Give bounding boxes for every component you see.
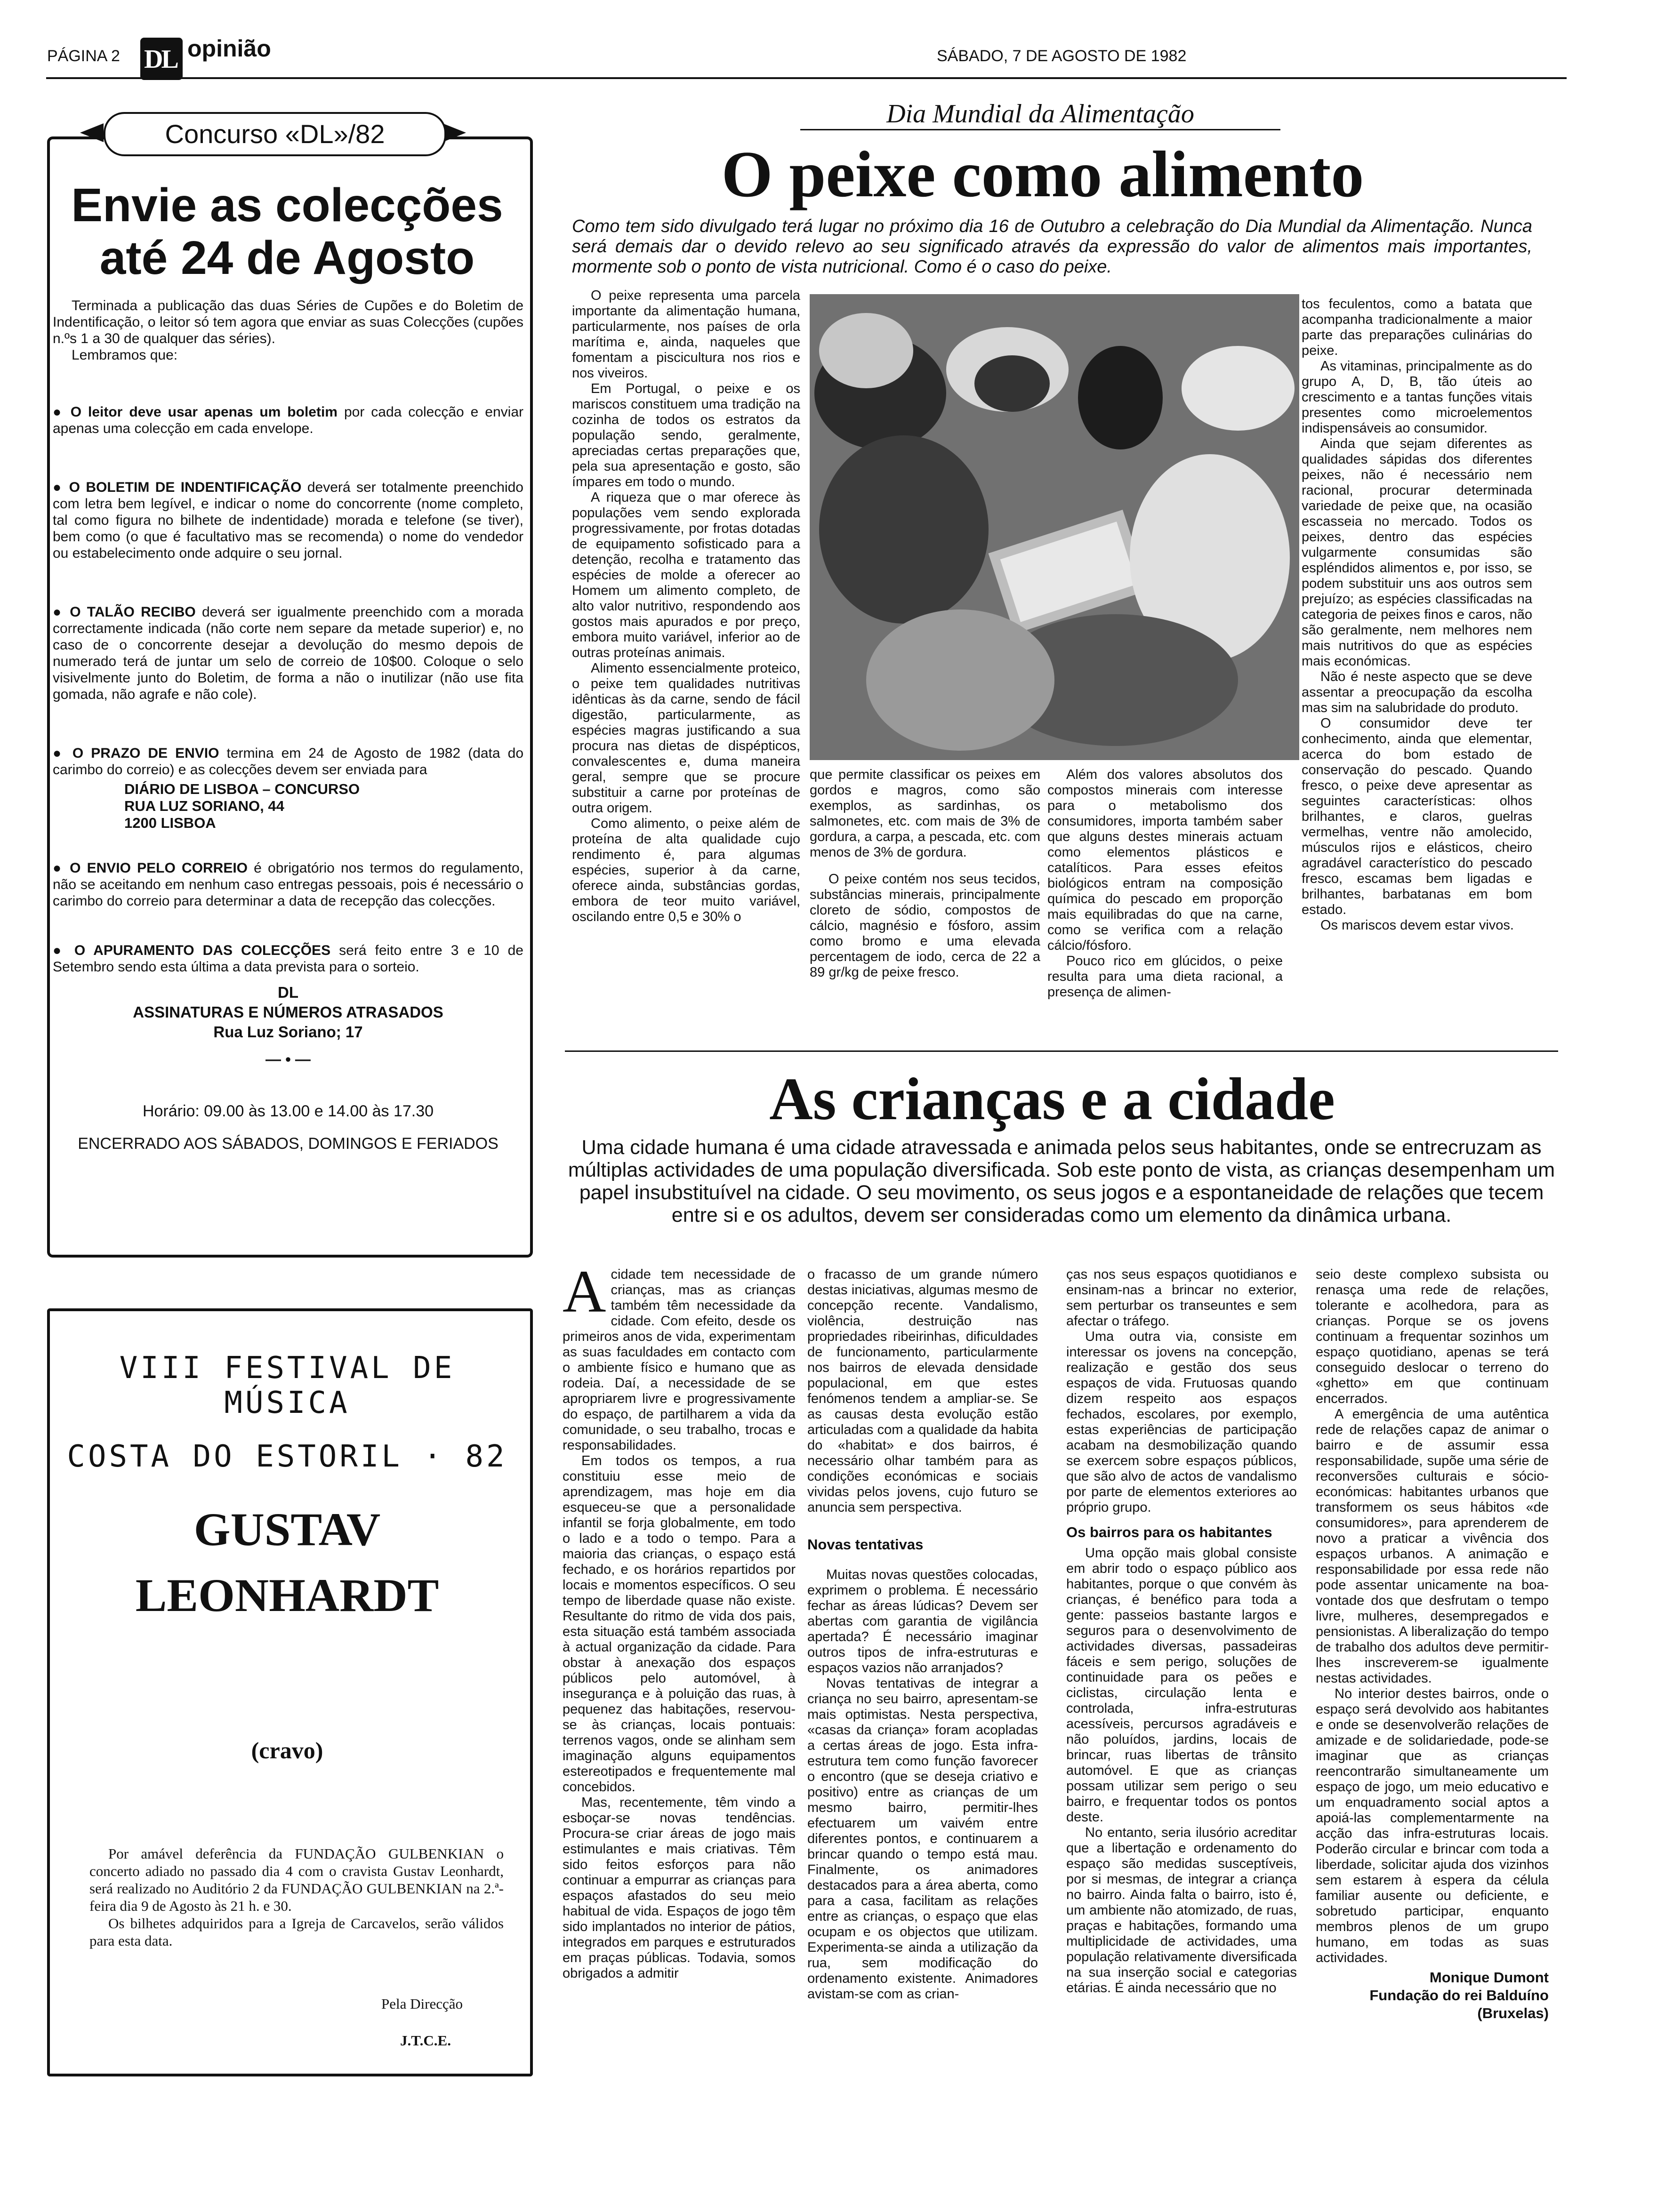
concurso-bullet-2-text: deverá ser totalmente preenchido com letra bem legível, e indicar o nome do concorrente (nome completo, tal como figura no bilhete de indentidade) morada e telefone (se tiver), bem como (o que é facultativo mas se recomenda) o nome do vendedor ou estabelecimento onde adquire o seu jornal. [53,480,523,561]
peixe-column-1 [572,288,800,925]
concurso-bullet-5-text: é obrigatório nos termos do regulamento, não se aceitando em nenhum caso entregas pessoais, pois é necessário o carimbo do correio para determinar a data de recepção das colecções. [53,860,523,909]
concurso-dl: DL [278,984,298,1001]
criancas-c4-p2: A emergência de uma autêntica rede de relações capaz de animar o bairro e de assumir essa responsabilidade, supõe uma série de reconversões culturais e sócio-económicas: habitantes urbanos que transformem os seus hábitos «de consumidores», para aprenderem de novo a praticar a vivência dos espaços urbanos. A animação e responsabilidade por essa rede não pode assentar unicamente na boa-vontade dos que desfrutam o tempo livre, mulheres, desempregados e pensionistas. A liberalização do tempo de trabalho dos adultos deve permitir-lhes inscreverem-se igualmente nestas actividades. [1316,1407,1549,1686]
peixe-c1-p4: Alimento essencialmente proteico, o peixe tem qualidades nutritivas idênticas às da carne, sendo de fácil digestão, particularmente, as espécies magras justificando a sua procura nas dietas de dispépticos, convalescentes e, duma maneira geral, sempre que se procure substituir a carne por proteínas de outra origem. [572,661,800,816]
peixe-column-3 [1047,767,1283,1000]
peixe-c4-p6: Os mariscos devem estar vivos. [1320,918,1514,933]
concurso-rua: Rua Luz Soriano; 17 [213,1023,363,1041]
peixe-lead: Como tem sido divulgado terá lugar no próximo dia 16 de Outubro a celebração do Dia Mundial da Alimentação. Nunca será demais dar o devido relevo ao seu significado através da expressão do valor de alimentos mais importantes, mormente sob o ponto de vista nutricional. Como é o caso do peixe. [572,216,1532,277]
concurso-bullet-4-text: termina em 24 de Agosto de 1982 (data do carimbo do correio) e as colecções devem ser enviada para [53,745,524,777]
concurso-bullet-2: ● O BOLETIM DE INDENTIFICAÇÃO deverá ser totalmente preenchido com letra bem legível, e indicar o nome do concorrente (nome completo, tal como figura no bilhete de indentidade) morada e telefone (se tiver), bem como (o que é facultativo mas se recomenda) o nome do vendedor ou estabelecimento onde adquire o seu jornal. [53,480,523,561]
concurso-bullet-3-text: deverá ser igualmente preenchido com a morada correctamente indicada (não corte nem separe da metade superior) e, no caso de o concorrente desejar a devolução do mesmo depois de numerado terá de juntar um selo de correio de 10$00. Coloque o selo visivelmente junto do Boletim, de forma a não o inutilizar (não use fita gomada, não agrafe e não cole). [53,604,523,702]
criancas-c2-p3: Novas tentativas de integrar a criança no seu bairro, apresentam-se mais optimistas. Nesta perspectiva, «casas da criança» foram acopladas a certas áreas de jogo. Esta infra-estrutura tem como função favorecer o encontro (que se deseja criativo e positivo) entre as crianças de um mesmo bairro, permitir-lhes efectuarem um vaivém entre diferentes pontos, e continuarem a brincar quando o tempo está mau. Finalmente, os animadores destacados para a área aberta, como para a casa, facilitam as relações entre as crianças, o espaço que elas ocupam e os objectos que utilizam. Experimenta-se ainda a utilização da rua, sem modificação do ordenamento existente. Animadores avistam-se com as crian- [807,1676,1038,2002]
festival-artist-line1: GUSTAV [193,1503,381,1555]
festival-signature-1: Pela Direcção [381,1996,463,2012]
concurso-intro: Terminada a publicação das duas Séries de Cupões e do Boletim de Indentificação, o leitor só tem agora que enviar as suas Colecções (cupões n.ºs 1 a 30 de qualquer das séries). [53,298,523,346]
concurso-address-line3: 1200 LISBOA [124,815,216,831]
concurso-separator: — • — [265,1050,311,1068]
festival-signature-2: J.T.C.E. [400,2032,451,2049]
peixe-kicker: Dia Mundial da Alimentação [800,99,1280,130]
concurso-bullet-6-lead: O APURAMENTO DAS COLECÇÕES [74,943,331,958]
criancas-subhead-bairros: Os bairros para os habitantes [1066,1524,1272,1540]
page-number: PÁGINA 2 [47,47,120,65]
criancas-c1-p2: Em todos os tempos, a rua constituiu esse meio de aprendizagem, mas hoje em dia esqueceu-se que a personalidade infantil se forja globalmente, em todo o lado e a todo o tempo. Para a maioria das crianças, o espaço está fechado, e os horários repartidos por locais e momentos específicos. O seu tempo de liberdade quase não existe. Resultante do ritmo de vida dos pais, esta situação está também associada à actual organização da cidade. Para obstar à anexação dos espaços públicos pelo automóvel, à insegurança e à poluição das ruas, à pequenez das habitações, reservou-se às crianças, locais pontuais: terrenos vagos, onde se alinham sem imaginação alguns equipamentos estereotipados e frequentemente mal concebidos. [563,1453,796,1795]
concurso-banner [104,112,446,156]
festival-artist-line2: LEONHARDT [135,1569,439,1621]
concurso-bullet-6-text: será feito entre 3 e 10 de Setembro sendo esta última a data prevista para o sorteio. [53,943,523,975]
concurso-body [53,297,523,1153]
peixe-c1-p1: O peixe representa uma parcela importante da alimentação humana, particularmente, nos países de orla marítima e, ainda, naqueles que fomentam a piscicultura nos rios e nos viveiros. [572,288,800,381]
concurso-subscriptions [53,983,523,1069]
concurso-bullet-2-lead: O BOLETIM DE INDENTIFICAÇÃO [69,480,302,495]
festival-instrument: (cravo) [251,1737,323,1763]
concurso-title-line2: até 24 de Agosto [99,232,475,284]
peixe-column-2 [810,767,1040,980]
concurso-bullet-4: ● O PRAZO DE ENVIO termina em 24 de Agosto de 1982 (data do carimbo do correio) e as colecções devem ser enviada para [53,745,524,777]
criancas-c2-p2: Muitas novas questões colocadas, exprimem o problema. É necessário fechar as áreas lúdicas? Devem ser abertas com garantia de vigilância apertada? É necessário imaginar outros tipos de infra-estruturas e espaços vazios não arranjados? [807,1567,1038,1675]
concurso-bullet-5-lead: O ENVIO PELO CORREIO [70,860,248,876]
festival-line1: VIII FESTIVAL DE MÚSICA [119,1351,455,1420]
section-title: opinião [187,35,271,62]
concurso-title-line1: Envie as colecções [71,179,503,232]
concurso-bullet-1-lead: O leitor deve usar apenas um boletim [70,404,338,420]
criancas-c3-p1: ças nos seus espaços quotidianos e ensinam-nas a brincar no exterior, sem perturbar os transeuntes e sem afectar o tráfego. [1066,1267,1297,1329]
peixe-photo [810,294,1299,760]
festival-line2: COSTA DO ESTORIL · 82 [67,1439,507,1474]
concurso-bullet-6: ● O APURAMENTO DAS COLECÇÕES será feito entre 3 e 10 de Setembro sendo esta última a data prevista para o sorteio. [53,943,523,975]
peixe-c4-p1: tos feculentos, como a batata que acompanha tradicionalmente a maior parte das preparações culinárias do peixe. [1302,297,1532,358]
peixe-c4-p2: As vitaminas, principalmente as do grupo A, D, B, tão úteis ao crescimento e a tantas funções vitais presentes como microelementos indispensáveis ao consumidor. [1302,359,1532,436]
peixe-c1-p5: Como alimento, o peixe além de proteína de alta qualidade cujo rendimento é, para algumas espécies, superior à da carne, oferece ainda, substâncias gordas, embora de teor muito variável, oscilando entre 0,5 e 30% o [572,816,800,924]
criancas-c3-p3: Uma opção mais global consiste em abrir todo o espaço público aos habitantes, porque o que convém às crianças, é benéfico para toda a gente: passeios bastante largos e seguros para o desenvolvimento de actividades diversas, passadeiras fáceis e sem perigo, soluções de continuidade para os peões e ciclistas, circulação lenta e controlada, infra-estruturas acessíveis, percursos agradáveis e não poluídos, jardins, locais de brincar, ruas libertas de trânsito automóvel. E que as crianças possam utilizar sem perigo o seu bairro, e frequentar todos os pontos deste. [1066,1546,1297,1825]
festival-heading [52,1351,523,1474]
criancas-c2-p1: o fracasso de um grande número destas iniciativas, algumas mesmo de concepção recente. Vandalismo, violência, destruição nas propriedades ribeirinhas, dificuldades de funcionamento, particularmente nos bairros de elevada densidade populacional, em que estes fenómenos tendem a ampliar-se. Se as causas desta evolução estão articuladas com a qualidade da habita do «habitat» e dos bairros, é necessário olhar também para as condições económicas e sociais vividas pelos jovens, cujo futuro se anuncia sem perspectiva. [807,1267,1038,1515]
criancas-column-3 [1066,1267,1297,1996]
concurso-title [52,179,523,284]
criancas-c4-p1: seio deste complexo subsista ou renasça uma rede de relações, tolerante e acolhedora, para as crianças. Porque se os jovens continuam a frequentar sozinhos um espaço quotidiano, apenas se terá conseguido deslocar o terreno do «ghetto» em que continuam encerrados. [1316,1267,1549,1406]
criancas-column-4 [1316,1267,1549,2022]
criancas-c1-p3: Mas, recentemente, têm vindo a esboçar-se novas tendências. Procura-se criar áreas de jogo mais estimulantes e mais criativas. Têm sido feitos esforços para não continuar a empurrar as crianças para espaços afastados do seu meio habitual de vida. Espaços de jogo têm sido implantados no interior de pátios, integrados em parques e estruturados em praças públicas. Todavia, somos obrigados a admitir [563,1795,796,1981]
concurso-address [124,781,523,832]
criancas-c3-p2: Uma outra via, consiste em interessar os jovens na concepção, realização e gestão dos seus espaços de vida. Frutuosas quando dizem respeito aos espaços fechados, escolares, por exemplo, estas experiências de participação acabam na desmobilização quando se exercem sobre espaços públicos, que são alvo de actos de vandalismo por parte de elementos exteriores ao próprio grupo. [1066,1329,1297,1515]
concurso-bullet-4-lead: O PRAZO DE ENVIO [72,745,219,761]
page-date: SÁBADO, 7 DE AGOSTO DE 1982 [937,47,1187,65]
criancas-dropcap: A [563,1258,606,1325]
peixe-c2-p1: que permite classificar os peixes em gordos e magros, como são exemplos, as sardinhas, os salmonetes, etc. com mais de 3% de gordura, a carpa, a pescada, etc. com menos de 3% de gordura. [810,767,1040,860]
criancas-signature [1316,1969,1549,2022]
peixe-column-4 [1302,297,1532,933]
concurso-horario: Horário: 09.00 às 13.00 e 14.00 às 17.30 [142,1102,434,1120]
criancas-column-1 [563,1258,796,1981]
criancas-c1-first [563,1258,796,1453]
article-divider [565,1050,1558,1052]
header-rule [46,77,1567,79]
criancas-column-2 [807,1267,1038,2002]
peixe-c1-p3: A riqueza que o mar oferece às populações vem sendo explorada progressivamente, por frotas dotadas de equipamento sofisticado para a detenção, recolha e tratamento das espécies de molde a oferecer ao Homem um alimento completo, de alto valor nutritivo, respondendo aos gostos mais apurados e por preço, embora muito variável, inferior ao de outras proteínas animais. [572,490,800,660]
criancas-author: Monique Dumont [1429,1969,1549,1986]
criancas-c3-p4: No entanto, seria ilusório acreditar que a libertação e ordenamento do espaço são medidas susceptíveis, por si mesmas, de integrar a criança no bairro. Ainda falta o bairro, isto é, um ambiente não atomizado, de ruas, praças e habitações, formando uma multiplicidade de actividades, uma população relativamente diversificada na sua inserção social e categorias etárias. É ainda necessário que no [1066,1825,1297,1996]
concurso-address-line1: DIÁRIO DE LISBOA – CONCURSO [124,781,360,797]
peixe-c4-p5: O consumidor deve ter conhecimento, ainda que elementar, acerca do bom estado de conservação do pescado. Quando fresco, o peixe deve apresentar as seguintes características: olhos brilhantes, e claros, guelras vermelhas, ventre não amolecido, músculos rijos e elásticos, cheiro agradável característico do pescado fresco, escamas bem ligadas e brilhantes, barbatanas em bom estado. [1302,716,1532,917]
concurso-assinaturas: ASSINATURAS E NÚMEROS ATRASADOS [133,1003,443,1021]
concurso-banner-text: Concurso «DL»/82 [165,119,385,149]
peixe-title: O peixe como alimento [721,138,1364,211]
concurso-bullet-1: ● O leitor deve usar apenas um boletim por cada colecção e enviar apenas uma colecção em cada envelope. [53,404,524,436]
festival-body [89,1845,504,1949]
criancas-org: Fundação do rei Balduíno [1369,1987,1549,2004]
festival-artist [52,1497,523,1628]
criancas-city: (Bruxelas) [1477,2005,1549,2021]
criancas-title: As crianças e a cidade [769,1066,1335,1132]
dl-logo-text: DL [144,45,177,74]
criancas-subhead-novas: Novas tentativas [807,1536,924,1553]
criancas-c4-p3: No interior destes bairros, onde o espaço será devolvido aos habitantes e onde se desenvolverão relações de amizade e de solidariedade, pode-se imaginar que as crianças reencontrarão simultaneamente um espaço de jogo, um meio educativo e um enquadramento social aptos a apoiá-las complementarmente na acção das infra-estruturas locais. Poderão circular e brincar com toda a liberdade, solicitar ajuda dos vizinhos sem estarem à espera da célula familiar ausente ou deficiente, e sobretudo participar, enquanto membros plenos de um grupo humano, em todas as suas actividades. [1316,1686,1549,1965]
concurso-bullet-3: ● O TALÃO RECIBO deverá ser igualmente preenchido com a morada correctamente indicada (não corte nem separe da metade superior) e, no caso de o concorrente desejar a devolução do mesmo depois de numerado terá de juntar um selo de correio de 10$00. Coloque o selo visivelmente junto do Boletim, de forma a não o inutilizar (não use fita gomada, não agrafe e não cole). [53,604,523,702]
concurso-lembramos: Lembramos que: [72,347,178,363]
concurso-encerrado: ENCERRADO AOS SÁBADOS, DOMINGOS E FERIADOS [78,1135,499,1153]
concurso-bullet-1-text: por cada colecção e enviar apenas uma colecção em cada envelope. [53,404,524,436]
peixe-c4-p4: Não é neste aspecto que se deve assentar a preocupação da escolha mas sim na salubridade do produto. [1302,669,1532,715]
peixe-c2-p2: O peixe contém nos seus tecidos, substâncias minerais, principalmente cloreto de sódio, compostos de cálcio, magnésio e fósforo, assim como bromo e uma elevada percentagem de iodo, cerca de 22 a 89 gr/kg de peixe fresco. [810,872,1040,980]
criancas-lead: Uma cidade humana é uma cidade atravessada e animada pelos seus habitantes, onde se entrecruzam as múltiplas actividades de uma população diversificada. Sob este ponto de vista, as crianças desempenham um papel insubstituível na cidade. O seu movimento, os seus jogos e a espontaneidade de relações que tecem entre si e os adultos, devem ser consideradas como um elemento da dinâmica urbana. [568,1136,1555,1226]
criancas-c1-first-text: cidade tem necessidade de crianças, mas as crianças também têm necessidade da cidade. Com efeito, desde os primeiros anos de vida, experimentam as suas faculdades em contacto com o ambiente físico e humano que as rodeia. Daí, a necessidade de se apropriarem livre e progressivamente do espaço, de partilharem a vida da comunidade, o seu trabalho, trocas e responsabilidades. [563,1267,796,1453]
festival-text: Por amável deferência da FUNDAÇÃO GULBENKIAN o concerto adiado no passado dia 4 com o cravista Gustav Leonhardt, será realizado no Auditório 2 da FUNDAÇÃO GULBENKIAN na 2.ª-feira dia 9 de Agosto às 21 h. e 30. [89,1845,504,1914]
peixe-c4-p3: Ainda que sejam diferentes as qualidades sápidas dos diferentes peixes, não é necessário nem racional, procurar determinada variedade de peixe que, na ocasião escasseia no mercado. Todos os peixes, dentro das espécies vulgarmente consumidas são espléndidos alimentos e, por isso, se podem substituir uns aos outros sem prejuízo; as espécies classificadas na categoria de peixes finos e caros, não são geralmente, nem melhores nem mais nutritivos do que as espécies mais económicas. [1302,436,1532,669]
peixe-c3-p1: Além dos valores absolutos dos compostos minerais com interesse para o metabolismo dos consumidores, importa também saber que alguns destes minerais actuam como elementos plásticos e catalíticos. Para esses efeitos biológicos entram na composição química do pescado em proporção mais equilibradas do que na carne, como se verifica com a relação cálcio/fósforo. [1047,767,1283,953]
dl-logo [140,38,183,80]
concurso-address-line2: RUA LUZ SORIANO, 44 [124,798,284,814]
peixe-c3-p2: Pouco rico em glúcidos, o peixe resulta para uma dieta racional, a presença de alimen- [1047,954,1283,1000]
concurso-bullet-5: ● O ENVIO PELO CORREIO é obrigatório nos termos do regulamento, não se aceitando em nenhum caso entregas pessoais, pois é necessário o carimbo do correio para determinar a data de recepção das colecções. [53,860,523,909]
concurso-bullet-3-lead: O TALÃO RECIBO [70,604,196,620]
peixe-c1-p2: Em Portugal, o peixe e os mariscos constituem uma tradição na cozinha de todos os estratos da população sendo, geralmente, apreciadas certas preparações que, pela sua apresentação e gosto, são ímpares em todo o mundo. [572,381,800,489]
festival-text-2: Os bilhetes adquiridos para a Igreja de Carcavelos, serão válidos para esta data. [89,1915,504,1949]
